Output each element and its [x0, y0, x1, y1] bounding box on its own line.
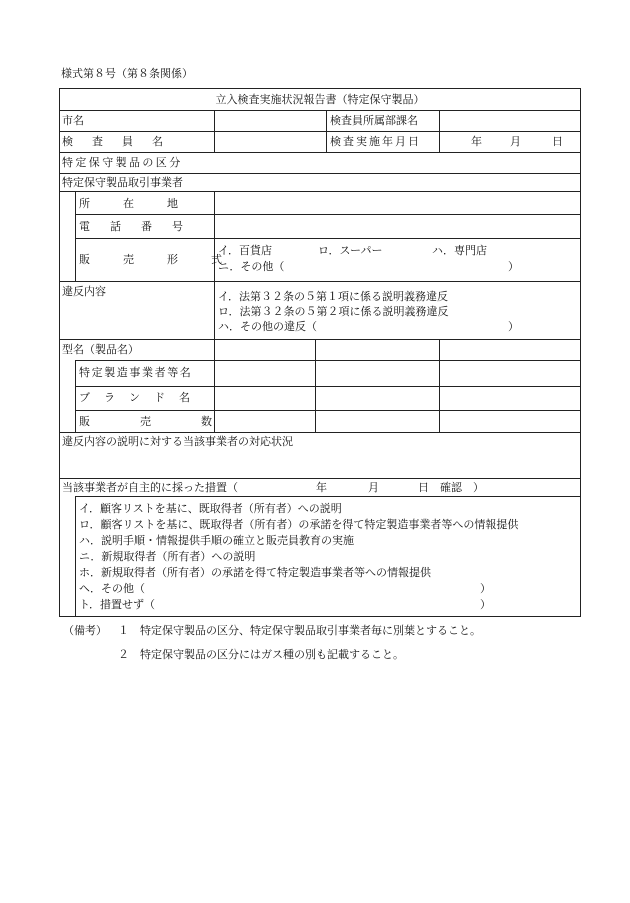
sales-form-label: 販売形式	[79, 253, 255, 266]
form-title: 立入検査実施状況報告書（特定保守製品）	[215, 93, 425, 106]
measure-item: ホ．新規取得者（所有者）の承諾を得て特定製造事業者等への情報提供	[79, 566, 431, 579]
note-text: 特定保守製品の区分、特定保守製品取引事業者毎に別葉とすること。	[140, 624, 481, 637]
sales-option-supermarket: ロ．スーパー	[318, 244, 383, 257]
measure-item: ロ．顧客リストを基に、既取得者（所有者）の承諾を得て特定製造事業者等への情報提供	[79, 518, 519, 531]
measures-year-label: 年	[316, 481, 327, 494]
measures-day-label: 日	[418, 481, 429, 494]
sales-option-specialty-store: ハ．専門店	[432, 244, 487, 257]
measures-month-label: 月	[368, 481, 379, 494]
date-day-label: 日	[552, 135, 563, 148]
date-year-label: 年	[471, 135, 482, 148]
sales-option-other: ニ．その他（	[218, 260, 285, 273]
form-number: 様式第８号（第８条関係）	[61, 67, 193, 80]
maker-label: 特定製造事業者等名	[79, 366, 193, 379]
phone-label: 電話番号	[79, 220, 203, 233]
dept-label: 検査員所属部課名	[330, 114, 418, 127]
city-label	[62, 114, 210, 127]
violation-label: 違反内容	[62, 285, 106, 298]
measures-confirm-label: 確認 ）	[440, 481, 484, 494]
measure-item: ヘ．その他（	[79, 582, 145, 595]
measures-label: 当該事業者が自主的に採った措置（	[62, 481, 238, 494]
note-text: 特定保守製品の区分にはガス種の別も記載すること。	[140, 648, 404, 661]
date-month-label: 月	[510, 135, 521, 148]
city-label-text: 市名	[62, 114, 84, 127]
measure-item: ハ．説明手順・情報提供手順の確立と販売員教育の実施	[79, 534, 354, 547]
measure-none-close: ）	[480, 598, 491, 611]
dealer-label: 特定保守製品取引事業者	[62, 176, 183, 189]
category-label: 特定保守製品の区分	[62, 156, 183, 169]
brand-label: ブランド名	[79, 391, 204, 404]
violation-item: ハ．その他の違反（	[218, 320, 317, 333]
inspector-label: 検査員名	[62, 135, 182, 148]
response-label: 違反内容の説明に対する当該事業者の対応状況	[62, 435, 293, 448]
address-label: 所在地	[79, 197, 211, 210]
violation-item: イ．法第３２条の５第１項に係る説明義務違反	[218, 290, 449, 303]
measure-other-close: ）	[480, 582, 491, 595]
violation-item: ロ．法第３２条の５第２項に係る説明義務違反	[218, 305, 449, 318]
model-label: 型名（製品名）	[62, 343, 139, 356]
measure-item: ト．措置せず（	[79, 598, 156, 611]
notes-label: （備考）	[63, 624, 107, 637]
measure-item: イ．顧客リストを基に、既取得者（所有者）への説明	[79, 502, 342, 515]
note-number: ２	[118, 648, 129, 661]
measure-item: ニ．新規取得者（所有者）への説明	[79, 550, 256, 563]
violation-other-close: ）	[508, 320, 519, 333]
note-number: １	[118, 624, 129, 637]
sales-count-label: 販売数	[79, 415, 262, 428]
sales-option-other-close: ）	[508, 260, 519, 273]
date-label: 検査実施年月日	[330, 135, 421, 148]
sales-option-department-store: イ．百貨店	[218, 244, 273, 257]
